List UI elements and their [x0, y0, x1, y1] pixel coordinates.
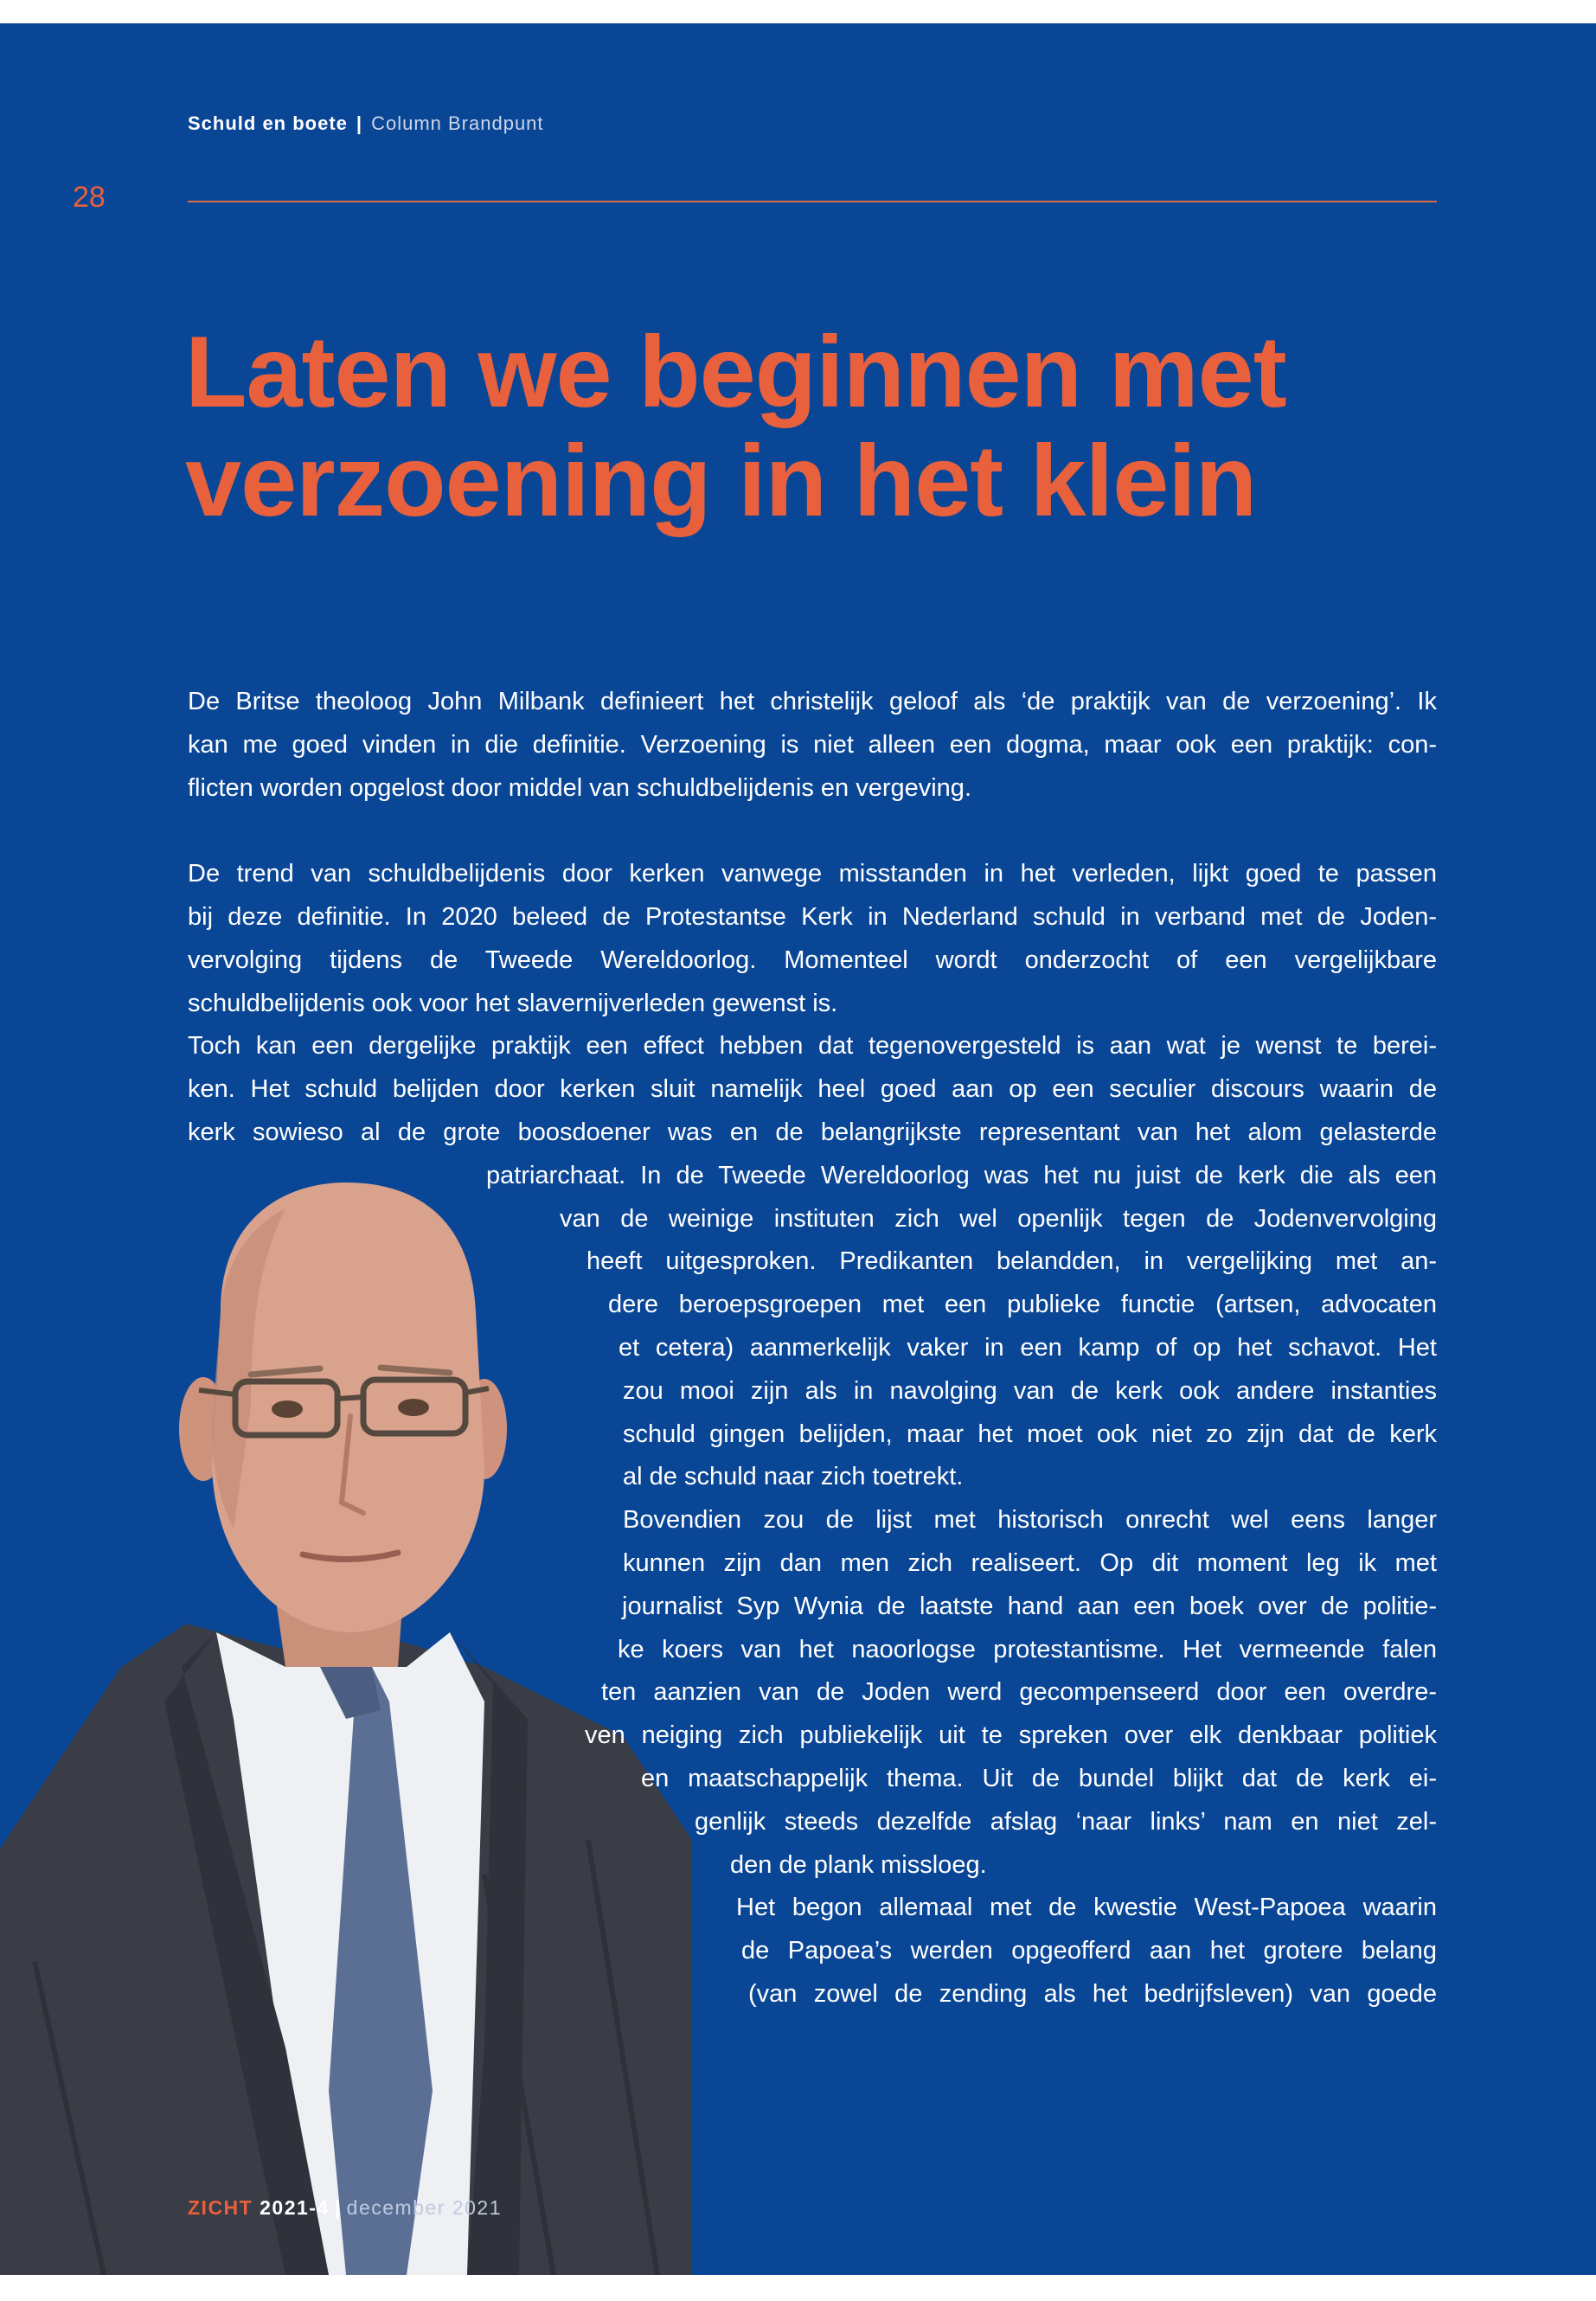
body-line: van de weinige instituten zich wel openlijk tegen de Jodenvervolging [560, 1204, 1437, 1233]
body-line: De trend van schuldbelijdenis door kerken vanwege misstanden in het verleden, lijkt goed te passen [188, 860, 1437, 888]
page-footer [188, 2196, 502, 2220]
body-line: al de schuld naar zich toetrekt. [623, 1463, 964, 1491]
page [0, 23, 1596, 2275]
body-line: bij deze definitie. In 2020 beleed de Protestantse Kerk in Nederland schuld in verband met de Joden- [188, 902, 1437, 931]
body-line: schuldbelijdenis ook voor het slavernijverleden gewenst is. [188, 989, 838, 1017]
body-line: ten aanzien van de Joden werd gecompenseerd door een overdre- [601, 1678, 1437, 1707]
body-line: et cetera) aanmerkelijk vaker in een kamp of op het schavot. Het [619, 1333, 1437, 1362]
body-line: ken. Het schuld belijden door kerken sluit namelijk heel goed aan op een seculier discours waarin de [188, 1075, 1437, 1104]
body-line: schuld gingen belijden, maar het moet ook niet zo zijn dat de kerk [623, 1420, 1437, 1448]
body-line: Toch kan een dergelijke praktijk een effect hebben dat tegenovergesteld is aan wat je wenst te berei- [188, 1032, 1437, 1061]
body-line: zou mooi zijn als in navolging van de kerk ook andere instanties [623, 1376, 1437, 1405]
footer-separator: | [334, 2196, 342, 2219]
issue-number: 2021-4 [260, 2196, 330, 2219]
section-label: Schuld en boete [188, 112, 348, 134]
body-line: (van zowel de zending als het bedrijfsleven) van goede [748, 1979, 1437, 2008]
body-line: heeft uitgesproken. Predikanten belandden, in vergelijking met an- [586, 1247, 1437, 1276]
body-line: journalist Syp Wynia de laatste hand aan een boek over de politie- [622, 1592, 1437, 1620]
body-line: kunnen zijn dan men zich realiseert. Op dit moment leg ik met [623, 1548, 1437, 1577]
body-line: Bovendien zou de lijst met historisch onrecht wel eens langer [623, 1506, 1437, 1535]
body-line: genlijk steeds dezelfde afslag ‘naar links’ nam en niet zel- [695, 1807, 1437, 1836]
column-label: Column Brandpunt [371, 112, 544, 134]
body-line: de Papoea’s werden opgeofferd aan het grotere belang [741, 1937, 1437, 1965]
title-line: Laten we beginnen met [185, 315, 1286, 428]
body-line: De Britse theoloog John Milbank definieert het christelijk geloof als ‘de praktijk van de verzoening’. Ik [188, 688, 1437, 715]
body-line: vervolging tijdens de Tweede Wereldoorlog. Momenteel wordt onderzocht of een vergelijkbare [188, 945, 1437, 974]
body-line: den de plank missloeg. [730, 1850, 987, 1879]
body-line: ke koers van het naoorlogse protestantisme. Het vermeende falen [618, 1635, 1437, 1663]
body-line: ven neiging zich publiekelijk uit te spreken over elk denkbaar politiek [585, 1721, 1437, 1750]
body-line: Het begon allemaal met de kwestie West-Papoea waarin [736, 1894, 1437, 1922]
header-separator: | [356, 112, 363, 134]
body-line: en maatschappelijk thema. Uit de bundel blijkt dat de kerk ei- [641, 1764, 1437, 1792]
body-line: dere beroepsgroepen met een publieke functie (artsen, advocaten [608, 1291, 1437, 1319]
body-line: kerk sowieso al de grote boosdoener was en de belangrijkste representant van het alom gelasterde [188, 1118, 1437, 1146]
article-title [185, 317, 1286, 535]
body-line: kan me goed vinden in die definitie. Verzoening is niet alleen een dogma, maar ook een praktijk: con- [188, 730, 1437, 759]
body-line: flicten worden opgelost door middel van schuldbelijdenis en vergeving. [188, 773, 971, 802]
paragraph-gap [188, 810, 1437, 853]
article-body [188, 681, 1437, 2016]
header-rule [188, 201, 1437, 202]
running-header [188, 112, 544, 135]
title-line: verzoening in het klein [185, 424, 1257, 537]
body-line: patriarchaat. In de Tweede Wereldoorlog was het nu juist de kerk die als een [486, 1161, 1437, 1189]
page-number: 28 [73, 181, 106, 214]
magazine-name: ZICHT [188, 2196, 253, 2219]
issue-date: december 2021 [346, 2196, 503, 2219]
